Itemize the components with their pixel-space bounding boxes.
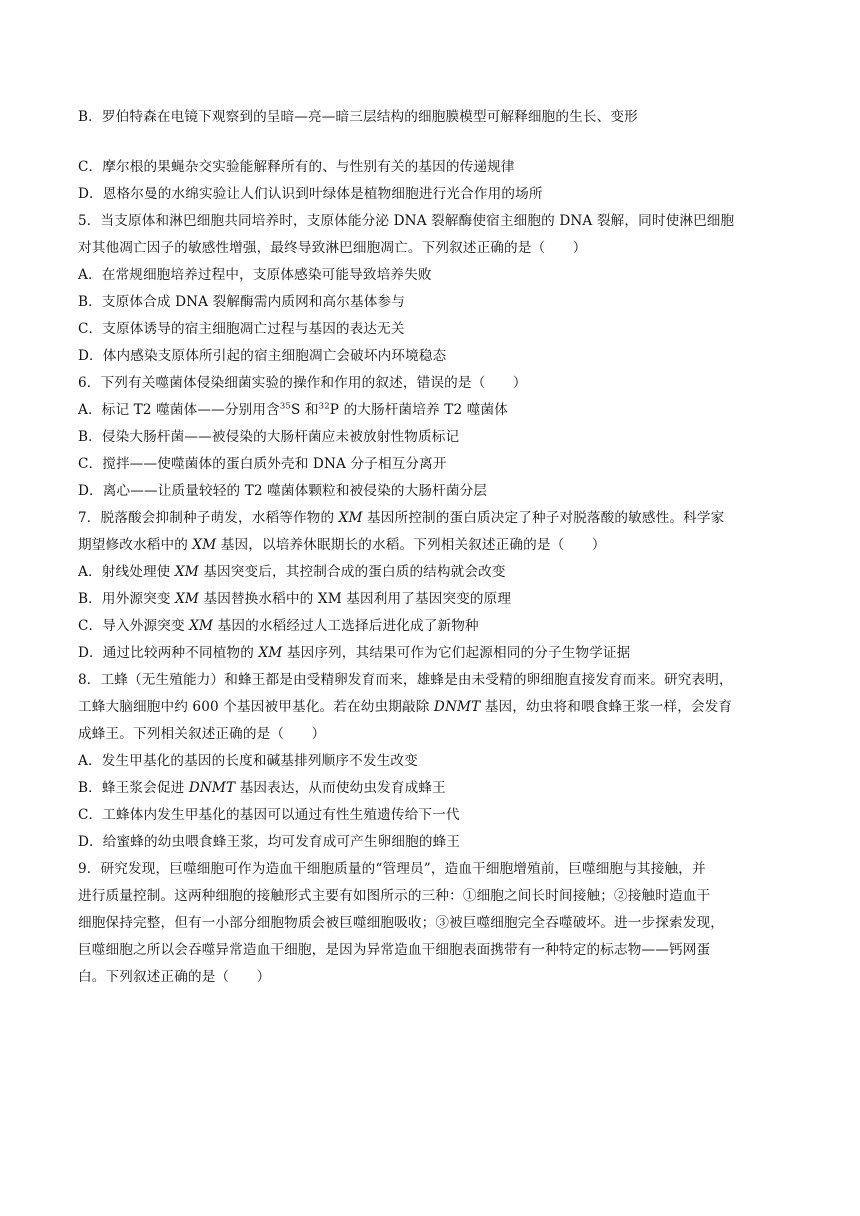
q6-option-a-text-2: S 和	[290, 402, 319, 418]
q9-stem-line-4: 巨噬细胞之所以会吞噬异常造血干细胞，是因为异常造血干细胞表面携带有一种特定的标志物——钙网蛋	[78, 942, 711, 958]
q5-option-b: B．支原体合成 DNA 裂解酶需内质网和高尔基体参与	[78, 294, 406, 310]
gene-name-xm: XM	[192, 537, 217, 553]
q8-option-d: D．给蜜蜂的幼虫喂食蜂王浆，均可发育成可产生卵细胞的蜂王	[78, 834, 461, 850]
q5-option-a: A．在常规细胞培养过程中，支原体感染可能导致培养失败	[78, 267, 432, 283]
q7-stem-1-text-b: 基因所控制的蛋白质决定了种子对脱落酸的敏感性。科学家	[362, 510, 725, 526]
q8-stem-line-1: 8．工蜂（无生殖能力）和蜂王都是由受精卵发育而来，雄蜂是由未受精的卵细胞直接发育而来。研究表明，	[78, 672, 733, 688]
q5-option-d: D．体内感染支原体所引起的宿主细胞凋亡会破坏内环境稳态	[78, 348, 447, 364]
q6-option-a-text-3: P 的大肠杆菌培养 T2 噬菌体	[329, 402, 508, 418]
sulfur-isotope-mass: 35	[279, 401, 291, 412]
q7-option-b	[78, 590, 788, 608]
q8-stem-2-text-a: 工蜂大脑细胞中约 600 个基因被甲基化。若在幼虫期敲除	[78, 699, 434, 715]
gene-name-xm: XM	[258, 645, 283, 661]
q7-option-b-text-b: 基因替换水稻中的 XM 基因利用了基因突变的原理	[198, 591, 512, 607]
gene-name-xm: XM	[174, 564, 199, 580]
q7-option-a-text-a: A．射线处理使	[78, 564, 175, 580]
q7-stem-2-text-a: 期望修改水稻中的	[78, 537, 193, 553]
q7-stem-line-1	[78, 509, 788, 527]
q6-option-a	[78, 401, 788, 419]
q8-option-b-text-a: B．蜂王浆会促进	[78, 780, 189, 796]
q8-option-a: A．发生甲基化的基因的长度和碱基排列顺序不发生改变	[78, 753, 418, 769]
q7-option-d-text-a: D．通过比较两种不同植物的	[78, 645, 259, 661]
q6-option-d: D．离心——让质量较轻的 T2 噬菌体颗粒和被侵染的大肠杆菌分层	[78, 483, 488, 499]
q8-stem-2-text-b: 基因，幼虫将和喂食蜂王浆一样，会发育	[480, 699, 733, 715]
gene-name-xm: XM	[189, 618, 214, 634]
q6-option-c: C．搅拌——使噬菌体的蛋白质外壳和 DNA 分子相互分离开	[78, 456, 447, 472]
q4-option-c: C．摩尔根的果蝇杂交实验能解释所有的、与性别有关的基因的传递规律	[78, 159, 515, 175]
q8-option-c: C．工蜂体内发生甲基化的基因可以通过有性生殖遗传给下一代	[78, 807, 460, 823]
q5-stem-line-2: 对其他凋亡因子的敏感性增强，最终导致淋巴细胞凋亡。下列叙述正确的是（ ）	[78, 240, 587, 256]
q7-option-a-text-b: 基因突变后，其控制合成的蛋白质的结构就会改变	[198, 564, 506, 580]
q7-option-d	[78, 644, 788, 662]
gene-name-dnmt: DNMT	[188, 780, 236, 796]
q5-option-c: C．支原体诱导的宿主细胞凋亡过程与基因的表达无关	[78, 321, 405, 337]
q7-option-a	[78, 563, 788, 581]
q6-stem: 6．下列有关噬菌体侵染细菌实验的操作和作用的叙述，错误的是（ ）	[78, 375, 527, 391]
q9-stem-line-5: 白。下列叙述正确的是（ ）	[78, 969, 271, 985]
q8-stem-line-3: 成蜂王。下列相关叙述正确的是（ ）	[78, 726, 326, 742]
q7-option-c	[78, 617, 788, 635]
q4-option-b: B．罗伯特森在电镜下观察到的呈暗—亮—暗三层结构的细胞膜模型可解释细胞的生长、变形	[78, 109, 638, 125]
q5-stem-line-1: 5．当支原体和淋巴细胞共同培养时，支原体能分泌 DNA 裂解酶使宿主细胞的 DNA 裂解，同时使淋巴细胞	[78, 213, 735, 229]
q6-option-b: B．侵染大肠杆菌——被侵染的大肠杆菌应未被放射性物质标记	[78, 429, 460, 445]
q8-option-b-text-b: 基因表达，从而使幼虫发育成蜂王	[235, 780, 446, 796]
q9-stem-line-1: 9．研究发现，巨噬细胞可作为造血干细胞质量的“管理员”，造血干细胞增殖前，巨噬细胞与其接触，并	[78, 861, 706, 877]
q7-stem-line-2	[78, 536, 788, 554]
phosphorus-isotope-mass: 32	[318, 401, 330, 412]
q7-option-c-text-b: 基因的水稻经过人工选择后进化成了新物种	[213, 618, 479, 634]
gene-name-dnmt: DNMT	[433, 699, 481, 715]
q7-option-b-text-a: B．用外源突变	[78, 591, 176, 607]
q6-option-a-text-1: A．标记 T2 噬菌体——分别用含	[78, 402, 280, 418]
q7-option-d-text-b: 基因序列，其结果可作为它们起源相同的分子生物学证据	[282, 645, 631, 661]
q4-option-d: D．恩格尔曼的水绵实验让人们认识到叶绿体是植物细胞进行光合作用的场所	[78, 186, 543, 202]
gene-name-xm: XM	[175, 591, 199, 607]
q8-stem-line-2	[78, 698, 788, 716]
q7-stem-1-text-a: 7．脱落酸会抑制种子萌发，水稻等作物的	[78, 510, 339, 526]
q9-stem-line-3: 细胞保持完整，但有一小部分细胞物质会被巨噬细胞吸收；③被巨噬细胞完全吞噬破坏。进一步探索发现，	[78, 915, 724, 931]
q7-stem-2-text-b: 基因，以培养休眠期长的水稻。下列相关叙述正确的是（ ）	[216, 537, 606, 553]
q9-stem-line-2: 进行质量控制。这两种细胞的接触形式主要有如图所示的三种：①细胞之间长时间接触；②接触时造血干	[78, 888, 711, 904]
q8-option-b	[78, 779, 788, 797]
q7-option-c-text-a: C．导入外源突变	[78, 618, 190, 634]
gene-name-xm: XM	[338, 510, 363, 526]
